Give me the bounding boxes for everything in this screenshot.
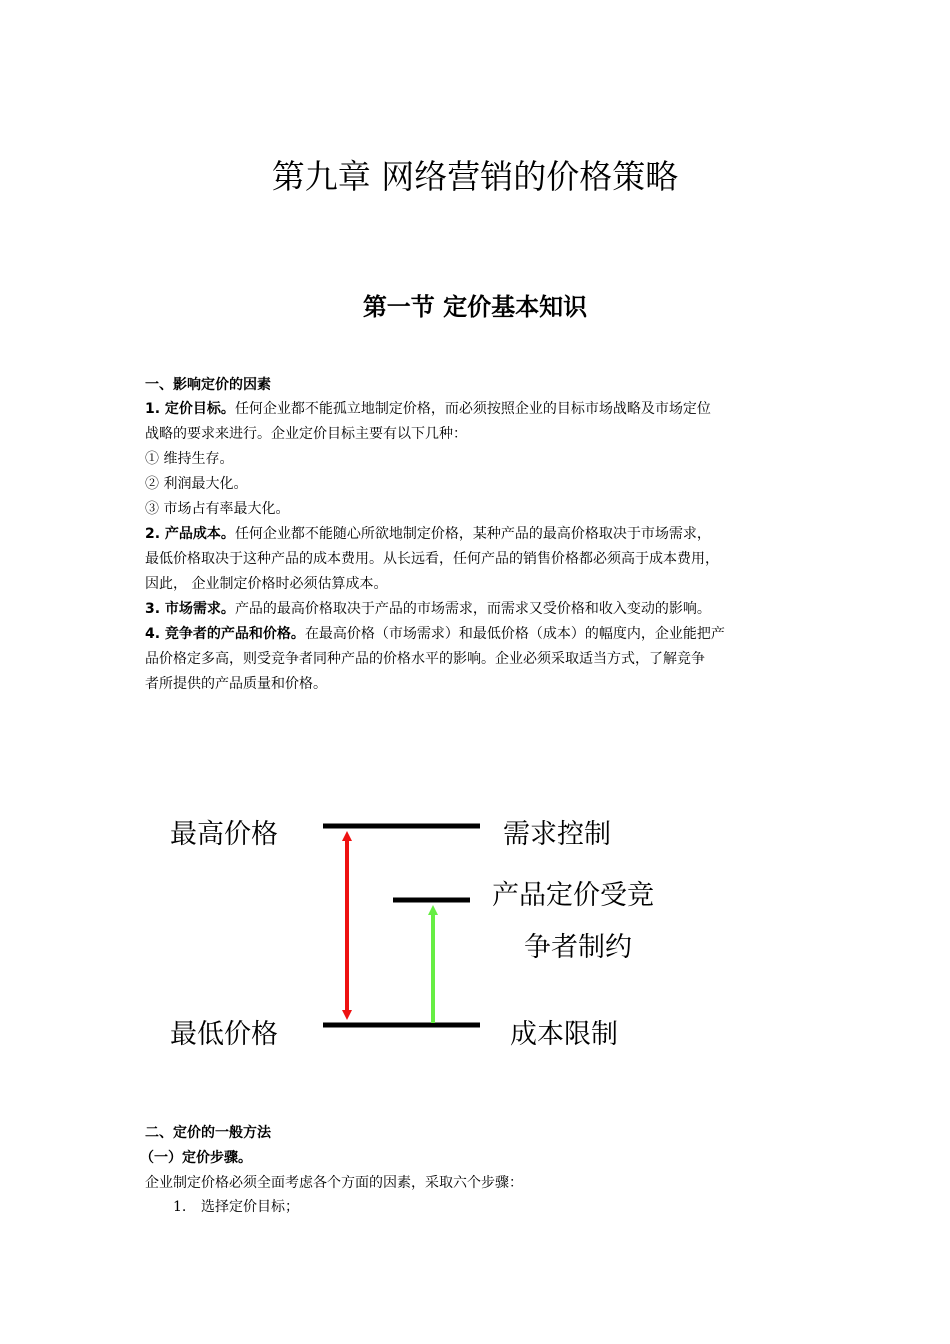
item2-line2: 最低价格取决于这种产品的成本费用。从长远看，任何产品的销售价格都必须高于成本费用， <box>145 551 719 567</box>
item2-line1 <box>145 522 825 547</box>
section-title: 第一节 定价基本知识 <box>362 293 588 321</box>
price-range-diagram <box>0 780 950 1080</box>
part2-subheading: （一）定价步骤。 <box>140 1150 252 1166</box>
cost-limit-label: 成本限制 <box>510 1019 618 1050</box>
diagram-graphics <box>0 780 950 1080</box>
goal-2: ② 利润最大化。 <box>145 476 248 492</box>
demand-control-label: 需求控制 <box>503 819 611 850</box>
step-1 <box>173 1195 853 1220</box>
competition-label-line1: 产品定价受竞 <box>492 880 654 911</box>
item4-line3: 者所提供的产品质量和价格。 <box>145 676 327 692</box>
goal-1: ① 维持生存。 <box>145 451 234 467</box>
item2-line3: 因此， 企业制定价格时必须估算成本。 <box>145 576 388 592</box>
min-price-label: 最低价格 <box>170 1019 278 1050</box>
part2-heading: 二、定价的一般方法 <box>145 1125 271 1141</box>
item3-line <box>145 597 825 622</box>
step-1-number: 1. <box>173 1199 187 1215</box>
item4-line2: 品价格定多高，则受竞争者同种产品的价格水平的影响。企业必须采取适当方式，了解竞争 <box>145 651 705 667</box>
item1-line2: 战略的要求来进行。企业定价目标主要有以下几种： <box>145 426 467 442</box>
chapter-title: 第九章 网络营销的价格策略 <box>271 157 679 196</box>
max-price-label: 最高价格 <box>170 819 278 850</box>
step-1-text: 选择定价目标； <box>201 1199 299 1215</box>
item1-text: 任何企业都不能孤立地制定价格，而必须按照企业的目标市场战略及市场定位 <box>234 401 711 417</box>
item4-label: 4. 竞争者的产品和价格。 <box>145 626 305 642</box>
part1-heading: 一、影响定价的因素 <box>145 377 271 393</box>
item1-label: 1. 定价目标。 <box>145 401 235 417</box>
item3-label: 3. 市场需求。 <box>145 601 235 617</box>
goal-3: ③ 市场占有率最大化。 <box>145 501 290 517</box>
item2-label: 2. 产品成本。 <box>145 526 235 542</box>
item3-text: 产品的最高价格取决于产品的市场需求，而需求又受价格和收入变动的影响。 <box>234 601 711 617</box>
item4-text: 在最高价格（市场需求）和最低价格（成本）的幅度内，企业能把产 <box>304 626 725 642</box>
competition-label-line2: 争者制约 <box>524 932 632 963</box>
part2-intro: 企业制定价格必须全面考虑各个方面的因素，采取六个步骤： <box>145 1175 523 1191</box>
item1-line1 <box>145 397 825 422</box>
item4-line1 <box>145 622 825 647</box>
item2-text: 任何企业都不能随心所欲地制定价格，某种产品的最高价格取决于市场需求， <box>234 526 711 542</box>
